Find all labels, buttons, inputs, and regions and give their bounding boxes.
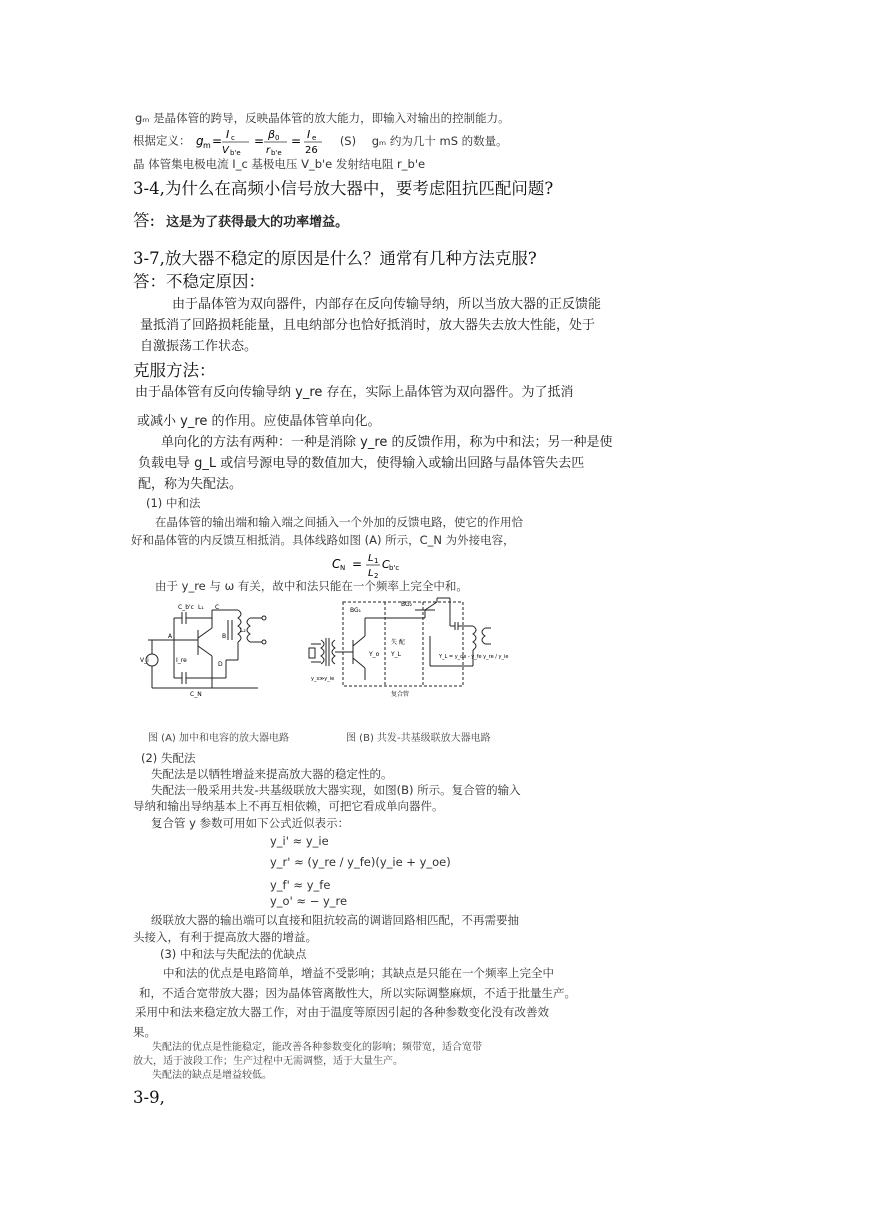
fig-a-label-a: A bbox=[168, 633, 173, 640]
mismatch-f4: y_o' ≈ − y_re bbox=[270, 894, 348, 908]
svg-text:=: = bbox=[254, 134, 265, 148]
transistor-params-line: 晶 体管集电极电流 I_c 基极电压 V_b'e 发射结电阻 r_b'e bbox=[133, 157, 426, 171]
fig-a-label-yre: I_re bbox=[176, 657, 187, 664]
mismatch-l4: 复合管 y 参数可用如下公式近似表示： bbox=[151, 816, 350, 830]
gm-formula-line bbox=[133, 126, 508, 154]
svg-text:I: I bbox=[307, 128, 311, 141]
q37-method-l1: 由于晶体管有反向传输导纳 y_re 存在，实际上晶体管为双向器件。为了抵消 bbox=[135, 385, 574, 400]
q37-answer-head: 答：不稳定原因： bbox=[133, 272, 265, 291]
mismatch-l6: 头接入，有利于提高放大器的增益。 bbox=[133, 930, 317, 944]
svg-text:b'c: b'c bbox=[389, 564, 400, 572]
neutral-l1: 在晶体管的输出端和输入端之间插入一个外加的反馈电路，使它的作用恰 bbox=[155, 515, 523, 529]
mismatch-l3: 导纳和输出导纳基本上不再互相依赖，可把它看成单向器件。 bbox=[133, 799, 444, 813]
svg-text:e: e bbox=[312, 134, 317, 142]
fig-a-label-b: B bbox=[222, 633, 227, 640]
formula-prefix: 根据定义： bbox=[133, 133, 191, 148]
q34-answer-label: 答: bbox=[133, 211, 156, 230]
mismatch-f1: y_i' ≈ y_ie bbox=[270, 834, 329, 848]
q37-title: 3-7,放大器不稳定的原因是什么？通常有几种方法克服? bbox=[133, 249, 537, 268]
gm-definition-line: gₘ 是晶体管的跨导，反映晶体管的放大能力，即输入对输出的控制能力。 bbox=[135, 111, 510, 125]
svg-text:β: β bbox=[268, 128, 276, 141]
fig-b-label-yeq: Y_L = y_oe - y_fe y_re / y_ie bbox=[439, 654, 509, 660]
svg-text:b'e: b'e bbox=[230, 149, 241, 156]
fig-a-label-l1: L₁ bbox=[198, 604, 204, 611]
q37-method-l3: 单向化的方法有两种：一种是消除 y_re 的反馈作用，称为中和法；另一种是使 bbox=[161, 435, 613, 450]
mismatch-l5: 级联放大器的输出端可以直接和阻抗较高的调谐回路相匹配，不再需要抽 bbox=[151, 913, 519, 927]
svg-text:1: 1 bbox=[374, 557, 379, 565]
mismatch-f2: y_r' ≈ (y_re / y_fe)(y_ie + y_oe) bbox=[270, 855, 451, 869]
svg-text:c: c bbox=[231, 134, 236, 142]
mismatch-head: (2) 失配法 bbox=[141, 751, 196, 765]
pros-l7: 失配法的缺点是增益较低。 bbox=[152, 1070, 272, 1081]
svg-text:=: = bbox=[291, 134, 302, 148]
svg-text:L: L bbox=[368, 568, 374, 579]
q37-para1-l1: 由于晶体管为双向器件，内部存在反向传输导纳，所以当放大器的正反馈能 bbox=[172, 297, 602, 312]
mismatch-l2: 失配法一般采用共发-共基级联放大器实现，如图(B) 所示。复合管的输入 bbox=[151, 783, 521, 797]
pros-l6: 放大，适于波段工作；生产过程中无需调整，适于大量生产。 bbox=[133, 1056, 403, 1067]
gm-formula bbox=[194, 126, 394, 156]
svg-text:r: r bbox=[266, 145, 271, 156]
cn-formula bbox=[326, 548, 426, 580]
q37-para1-l3: 自激振荡工作状态。 bbox=[140, 339, 258, 354]
svg-text:2: 2 bbox=[374, 572, 379, 580]
svg-text:b'e: b'e bbox=[271, 149, 282, 156]
svg-text:=: = bbox=[352, 557, 363, 571]
formula-unit: (S) bbox=[339, 133, 357, 148]
pros-l2: 和，不适合宽带放大器；因为晶体管离散性大，所以实际调整麻烦，不适于批量生产。 bbox=[139, 986, 576, 1000]
fig-a-label-cbc: C_b'c bbox=[178, 604, 194, 611]
fig-b-label-mis: 失 配 bbox=[391, 639, 405, 646]
figure-a-caption: 图 (A) 加中和电容的放大器电路 bbox=[148, 733, 290, 744]
svg-text:g: g bbox=[196, 134, 204, 148]
fig-a-label-c: C bbox=[215, 604, 220, 611]
fig-a-label-vi: V_i bbox=[140, 657, 149, 664]
fig-b-label-bg2: BG₂ bbox=[401, 601, 413, 608]
svg-text:C: C bbox=[332, 557, 341, 571]
fig-a-label-cn: C_N bbox=[190, 691, 202, 698]
q34-answer-text: 这是为了获得最大的功率增益。 bbox=[166, 215, 349, 230]
q37-method-head: 克服方法： bbox=[133, 361, 216, 380]
figure-b-caption: 图 (B) 共发-共基级联放大器电路 bbox=[346, 733, 491, 744]
formula-suffix: gₘ 约为几十 mS 的数量。 bbox=[371, 133, 508, 148]
svg-text:L: L bbox=[368, 553, 374, 564]
mismatch-l1: 失配法是以牺牲增益来提高放大器的稳定性的。 bbox=[151, 767, 393, 781]
pros-head: (3) 中和法与失配法的优缺点 bbox=[160, 947, 307, 961]
svg-text:N: N bbox=[340, 564, 346, 572]
svg-text:0: 0 bbox=[275, 134, 280, 142]
q37-method-l5: 配，称为失配法。 bbox=[138, 477, 243, 492]
fig-b-label-ysrc: y_s≫y_ie bbox=[311, 676, 335, 682]
mismatch-f3: y_f' ≈ y_fe bbox=[270, 878, 331, 892]
fig-a-label-l2: L₂ bbox=[240, 627, 246, 634]
pros-l1: 中和法的优点是电路简单，增益不受影响；其缺点是只能在一个频率上完全中 bbox=[163, 966, 554, 980]
pros-l4: 果。 bbox=[133, 1025, 156, 1039]
neutral-head: (1) 中和法 bbox=[146, 496, 201, 510]
figure-a-circuit bbox=[138, 600, 298, 700]
q34-title: 3-4,为什么在高频小信号放大器中，要考虑阻抗匹配问题? bbox=[133, 179, 554, 198]
q37-method-l4: 负载电导 g_L 或信号源电导的数值加大，使得输入或输出回路与晶体管失去匹 bbox=[138, 456, 585, 471]
fig-b-label-bg1: BG₁ bbox=[350, 607, 362, 614]
svg-text:V: V bbox=[222, 145, 229, 156]
fig-b-label-composite: 复合管 bbox=[391, 691, 410, 698]
fig-a-label-d: D bbox=[218, 661, 223, 668]
svg-text:=: = bbox=[212, 134, 223, 148]
svg-text:26: 26 bbox=[305, 145, 318, 156]
q39-title: 3-9, bbox=[133, 1088, 165, 1107]
fig-b-label-yl: Y_L bbox=[391, 651, 402, 658]
neutral-l2: 好和晶体管的内反馈互相抵消。具体线路如图 (A) 所示，C_N 为外接电容， bbox=[131, 533, 515, 547]
figure-b-circuit bbox=[305, 596, 535, 706]
neutral-l3: 由于 y_re 与 ω 有关，故中和法只能在一个频率上完全中和。 bbox=[155, 579, 468, 593]
q37-method-l2: 或减小 y_re 的作用。应使晶体管单向化。 bbox=[137, 414, 381, 429]
fig-b-label-yo: Y_o bbox=[369, 651, 380, 658]
svg-text:m: m bbox=[203, 141, 211, 150]
q34-answer bbox=[133, 207, 348, 231]
pros-l3: 采用中和法来稳定放大器工作，对由于温度等原因引起的各种参数变化没有改善效 bbox=[135, 1005, 549, 1019]
svg-text:I: I bbox=[226, 128, 230, 141]
q37-para1-l2: 量抵消了回路损耗能量，且电纳部分也恰好抵消时，放大器失去放大性能，处于 bbox=[140, 318, 596, 333]
svg-text:C: C bbox=[382, 558, 390, 571]
pros-l5: 失配法的优点是性能稳定，能改善各种参数变化的影响；频带宽，适合宽带 bbox=[152, 1042, 482, 1053]
